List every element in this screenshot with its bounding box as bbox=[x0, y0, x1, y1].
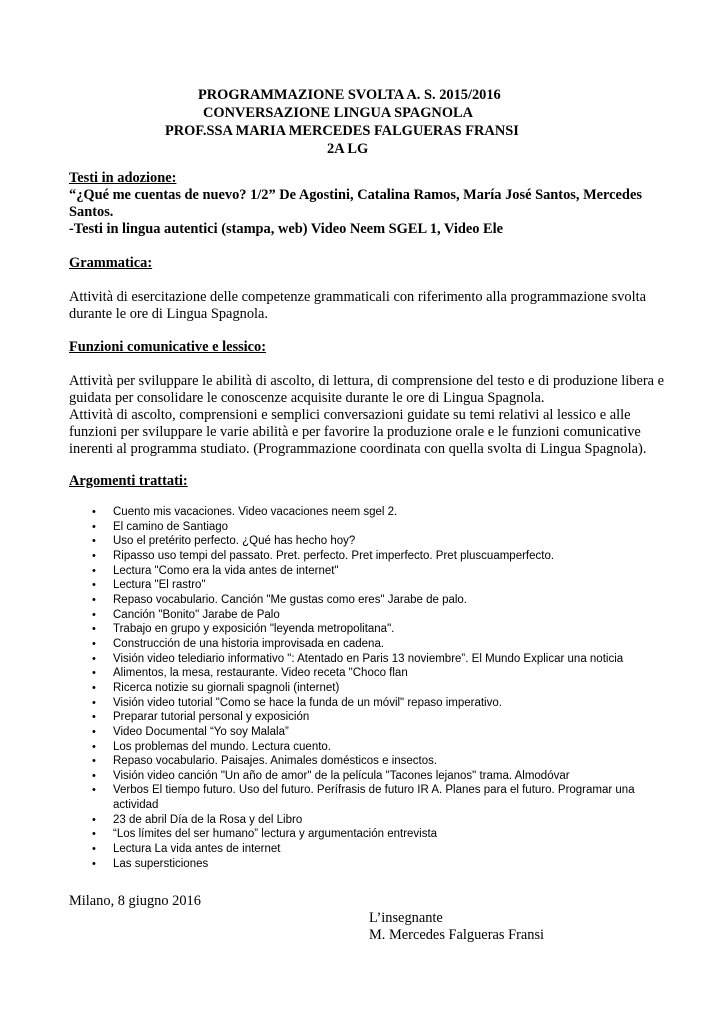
header-class: 2A LG bbox=[327, 141, 369, 157]
list-item: • Los problemas del mundo. Lectura cuento. bbox=[92, 740, 672, 755]
list-item: • Lectura "El rastro" bbox=[92, 578, 672, 593]
topics-list bbox=[92, 505, 672, 871]
list-item: • Repaso vocabulario. Canción "Me gustas como eres" Jarabe de palo. bbox=[92, 593, 672, 608]
signature-block bbox=[369, 910, 544, 944]
testi-title: Testi in adozione: bbox=[69, 170, 177, 186]
section-argomenti bbox=[69, 473, 669, 490]
list-item: • Preparar tutorial personal y exposición bbox=[92, 710, 672, 725]
grammatica-text: Attività di esercitazione delle competenze grammaticali con riferimento alla programmazione svolta durante le ore di Lingua Spagnola. bbox=[69, 289, 646, 322]
testi-textbook: “¿Qué me cuentas de nuevo? 1/2” De Agostini, Catalina Ramos, María José Santos, Mercedes Santos. bbox=[69, 187, 642, 220]
list-item: • Visión video canción "Un año de amor" de la película "Tacones lejanos" trama. Almodóvar bbox=[92, 769, 672, 784]
list-item: • Video Documental “Yo soy Malala” bbox=[92, 725, 672, 740]
list-item: • Repaso vocabulario. Paisajes. Animales domésticos e insectos. bbox=[92, 754, 672, 769]
list-item: • Lectura La vida antes de internet bbox=[92, 842, 672, 857]
grammatica-title: Grammatica: bbox=[69, 255, 153, 271]
list-item: • Uso el pretérito perfecto. ¿Qué has hecho hoy? bbox=[92, 534, 672, 549]
list-item: • Ripasso uso tempi del passato. Pret. perfecto. Pret imperfecto. Pret pluscuamperfecto. bbox=[92, 549, 672, 564]
list-item: • Visión video telediario informativo ": Atentado en Paris 13 noviembre”. El Mundo Explicar una noticia bbox=[92, 652, 672, 667]
list-item: • Las supersticiones bbox=[92, 857, 672, 872]
header-school-year: PROGRAMMAZIONE SVOLTA A. S. 2015/2016 bbox=[198, 87, 501, 103]
signature-role: L’insegnante bbox=[369, 910, 443, 926]
list-item: • Canción "Bonito" Jarabe de Palo bbox=[92, 608, 672, 623]
section-funzioni bbox=[69, 339, 669, 458]
signature-name: M. Mercedes Falgueras Fransi bbox=[369, 927, 545, 943]
funzioni-para1: Attività per sviluppare le abilità di ascolto, di lettura, di comprensione del testo e di produzione libera e guidata per consolidare le conoscenze acquisite durante le ore di Lingua Spagnola. bbox=[69, 373, 665, 406]
list-item: • El camino de Santiago bbox=[92, 520, 672, 535]
funzioni-title: Funzioni comunicative e lessico: bbox=[69, 339, 267, 355]
list-item: • 23 de abril Día de la Rosa y del Libro bbox=[92, 813, 672, 828]
list-item: • Verbos El tiempo futuro. Uso del futuro. Perífrasis de futuro IR A. Planes para el futuro. Programar una actividad bbox=[92, 783, 672, 812]
list-item: • Alimentos, la mesa, restaurante. Video receta "Choco flan bbox=[92, 666, 672, 681]
header-teacher: PROF.SSA MARIA MERCEDES FALGUERAS FRANSI bbox=[165, 123, 519, 139]
list-item: • “Los límites del ser humano” lectura y argumentación entrevista bbox=[92, 827, 672, 842]
funzioni-para2: Attività di ascolto, comprensioni e semplici conversazioni guidate su temi relativi al lessico e alle funzioni per sviluppare le varie abilità e per favorire la produzione orale e le funzioni comunicative inerenti al programma studiato. (Programmazione coordinata con quella svolta di Lingua Spagnola). bbox=[69, 407, 647, 457]
list-item: • Ricerca notizie su giornali spagnoli (internet) bbox=[92, 681, 672, 696]
header-course: CONVERSAZIONE LINGUA SPAGNOLA bbox=[203, 105, 473, 121]
list-item: • Trabajo en grupo y exposición "leyenda metropolitana". bbox=[92, 622, 672, 637]
section-grammatica bbox=[69, 255, 669, 323]
testi-authentic: -Testi in lingua autentici (stampa, web) Video Neem SGEL 1, Video Ele bbox=[69, 221, 504, 237]
list-item: • Lectura "Como era la vida antes de internet" bbox=[92, 564, 672, 579]
document-header bbox=[0, 86, 725, 158]
argomenti-title: Argomenti trattati: bbox=[69, 473, 188, 489]
section-testi bbox=[69, 170, 669, 238]
list-item: • Visión video tutorial "Como se hace la funda de un móvil" repaso imperativo. bbox=[92, 696, 672, 711]
list-item: • Cuento mis vacaciones. Video vacaciones neem sgel 2. bbox=[92, 505, 672, 520]
document-date: Milano, 8 giugno 2016 bbox=[69, 893, 201, 909]
list-item: • Construcción de una historia improvisada en cadena. bbox=[92, 637, 672, 652]
